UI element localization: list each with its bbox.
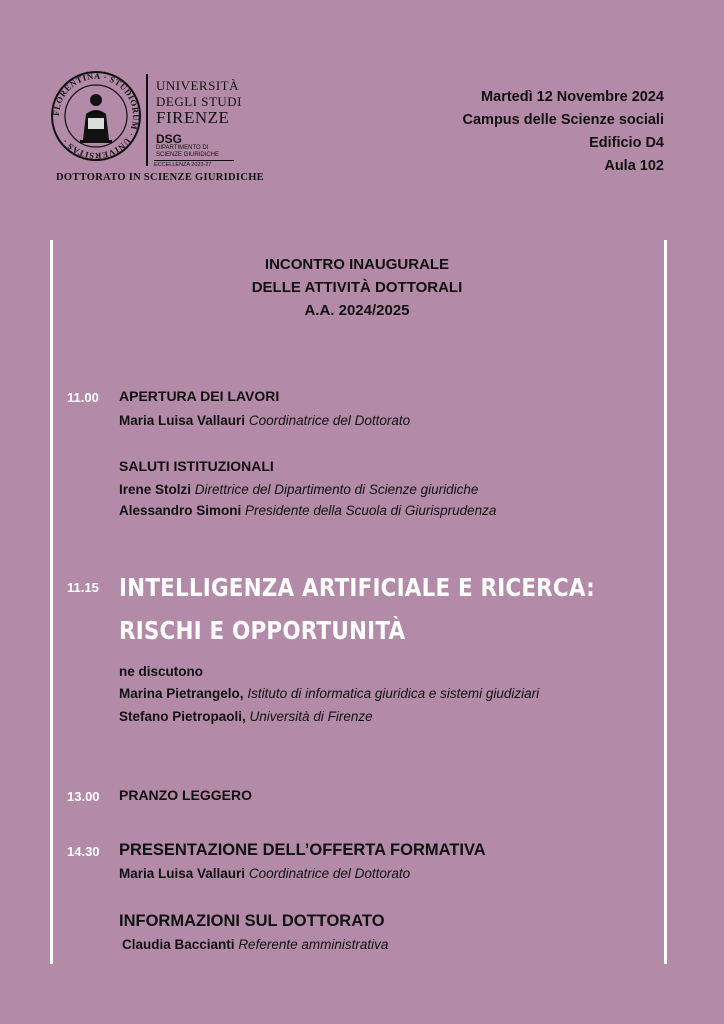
session-heading: SALUTI ISTITUZIONALI xyxy=(119,458,274,474)
event-details xyxy=(463,86,664,178)
keynote-title-line1: INTELLIGENZA ARTIFICIALE E RICERCA: xyxy=(119,573,595,602)
university-seal-icon xyxy=(50,70,142,162)
title-line1: INCONTRO INAUGURALE xyxy=(264,256,450,273)
department-acronym: DSG xyxy=(156,132,183,146)
right-rule xyxy=(664,240,667,964)
session-heading: APERTURA DEI LAVORI xyxy=(119,388,280,404)
excellence-label: ECCELLENZA 2023-27 xyxy=(154,160,234,169)
keynote-title-line2: RISCHI E OPPORTUNITÀ xyxy=(119,616,406,645)
doctorate-name: DOTTORATO IN SCIENZE GIURIDICHE xyxy=(56,172,264,183)
session-time: 11.00 xyxy=(67,390,99,405)
session-heading: PRANZO LEGGERO xyxy=(119,787,253,803)
logo-divider xyxy=(146,74,148,166)
session-time: 13.00 xyxy=(67,789,100,804)
university-name-line1: UNIVERSITÀ xyxy=(156,78,239,93)
speaker-line: Stefano Pietropaoli, Università di Firenze xyxy=(119,709,373,724)
event-building: Edificio D4 xyxy=(589,135,664,151)
discussion-intro: ne discutono xyxy=(119,664,203,679)
event-room: Aula 102 xyxy=(604,158,664,174)
speaker-line: Alessandro Simoni Presidente della Scuola di Giurisprudenza xyxy=(119,503,497,518)
university-name-line2: DEGLI STUDI xyxy=(156,94,243,109)
title-line2: DELLE ATTIVITÀ DOTTORALI xyxy=(251,279,463,296)
speaker-line: Marina Pietrangelo, Istituto di informatica giuridica e sistemi giudiziari xyxy=(119,686,540,701)
svg-text:FLORENTINA · STUDIORUM · UNIVE: FLORENTINA · STUDIORUM · UNIVERSITAS · xyxy=(50,70,142,162)
session-time: 14.30 xyxy=(67,844,100,859)
event-campus: Campus delle Scienze sociali xyxy=(462,112,664,128)
session-heading: PRESENTAZIONE DELL’OFFERTA FORMATIVA xyxy=(119,841,486,859)
speaker-line: Claudia Baccianti Referente amministrativa xyxy=(122,937,389,952)
title-line3: A.A. 2024/2025 xyxy=(304,302,410,319)
speaker-line: Irene Stolzi Direttrice del Dipartimento di Scienze giuridiche xyxy=(119,482,479,497)
department-name: DIPARTIMENTO DI SCIENZE GIURIDICHE xyxy=(156,145,220,158)
university-name-line3: FIRENZE xyxy=(156,108,230,127)
session-heading: INFORMAZIONI SUL DOTTORATO xyxy=(119,912,385,930)
event-date: Martedì 12 Novembre 2024 xyxy=(481,89,664,105)
speaker-line: Maria Luisa Vallauri Coordinatrice del Dottorato xyxy=(119,413,411,428)
left-rule xyxy=(50,240,53,964)
session-time: 11.15 xyxy=(67,580,99,595)
event-title xyxy=(50,253,664,322)
speaker-line: Maria Luisa Vallauri Coordinatrice del Dottorato xyxy=(119,866,411,881)
